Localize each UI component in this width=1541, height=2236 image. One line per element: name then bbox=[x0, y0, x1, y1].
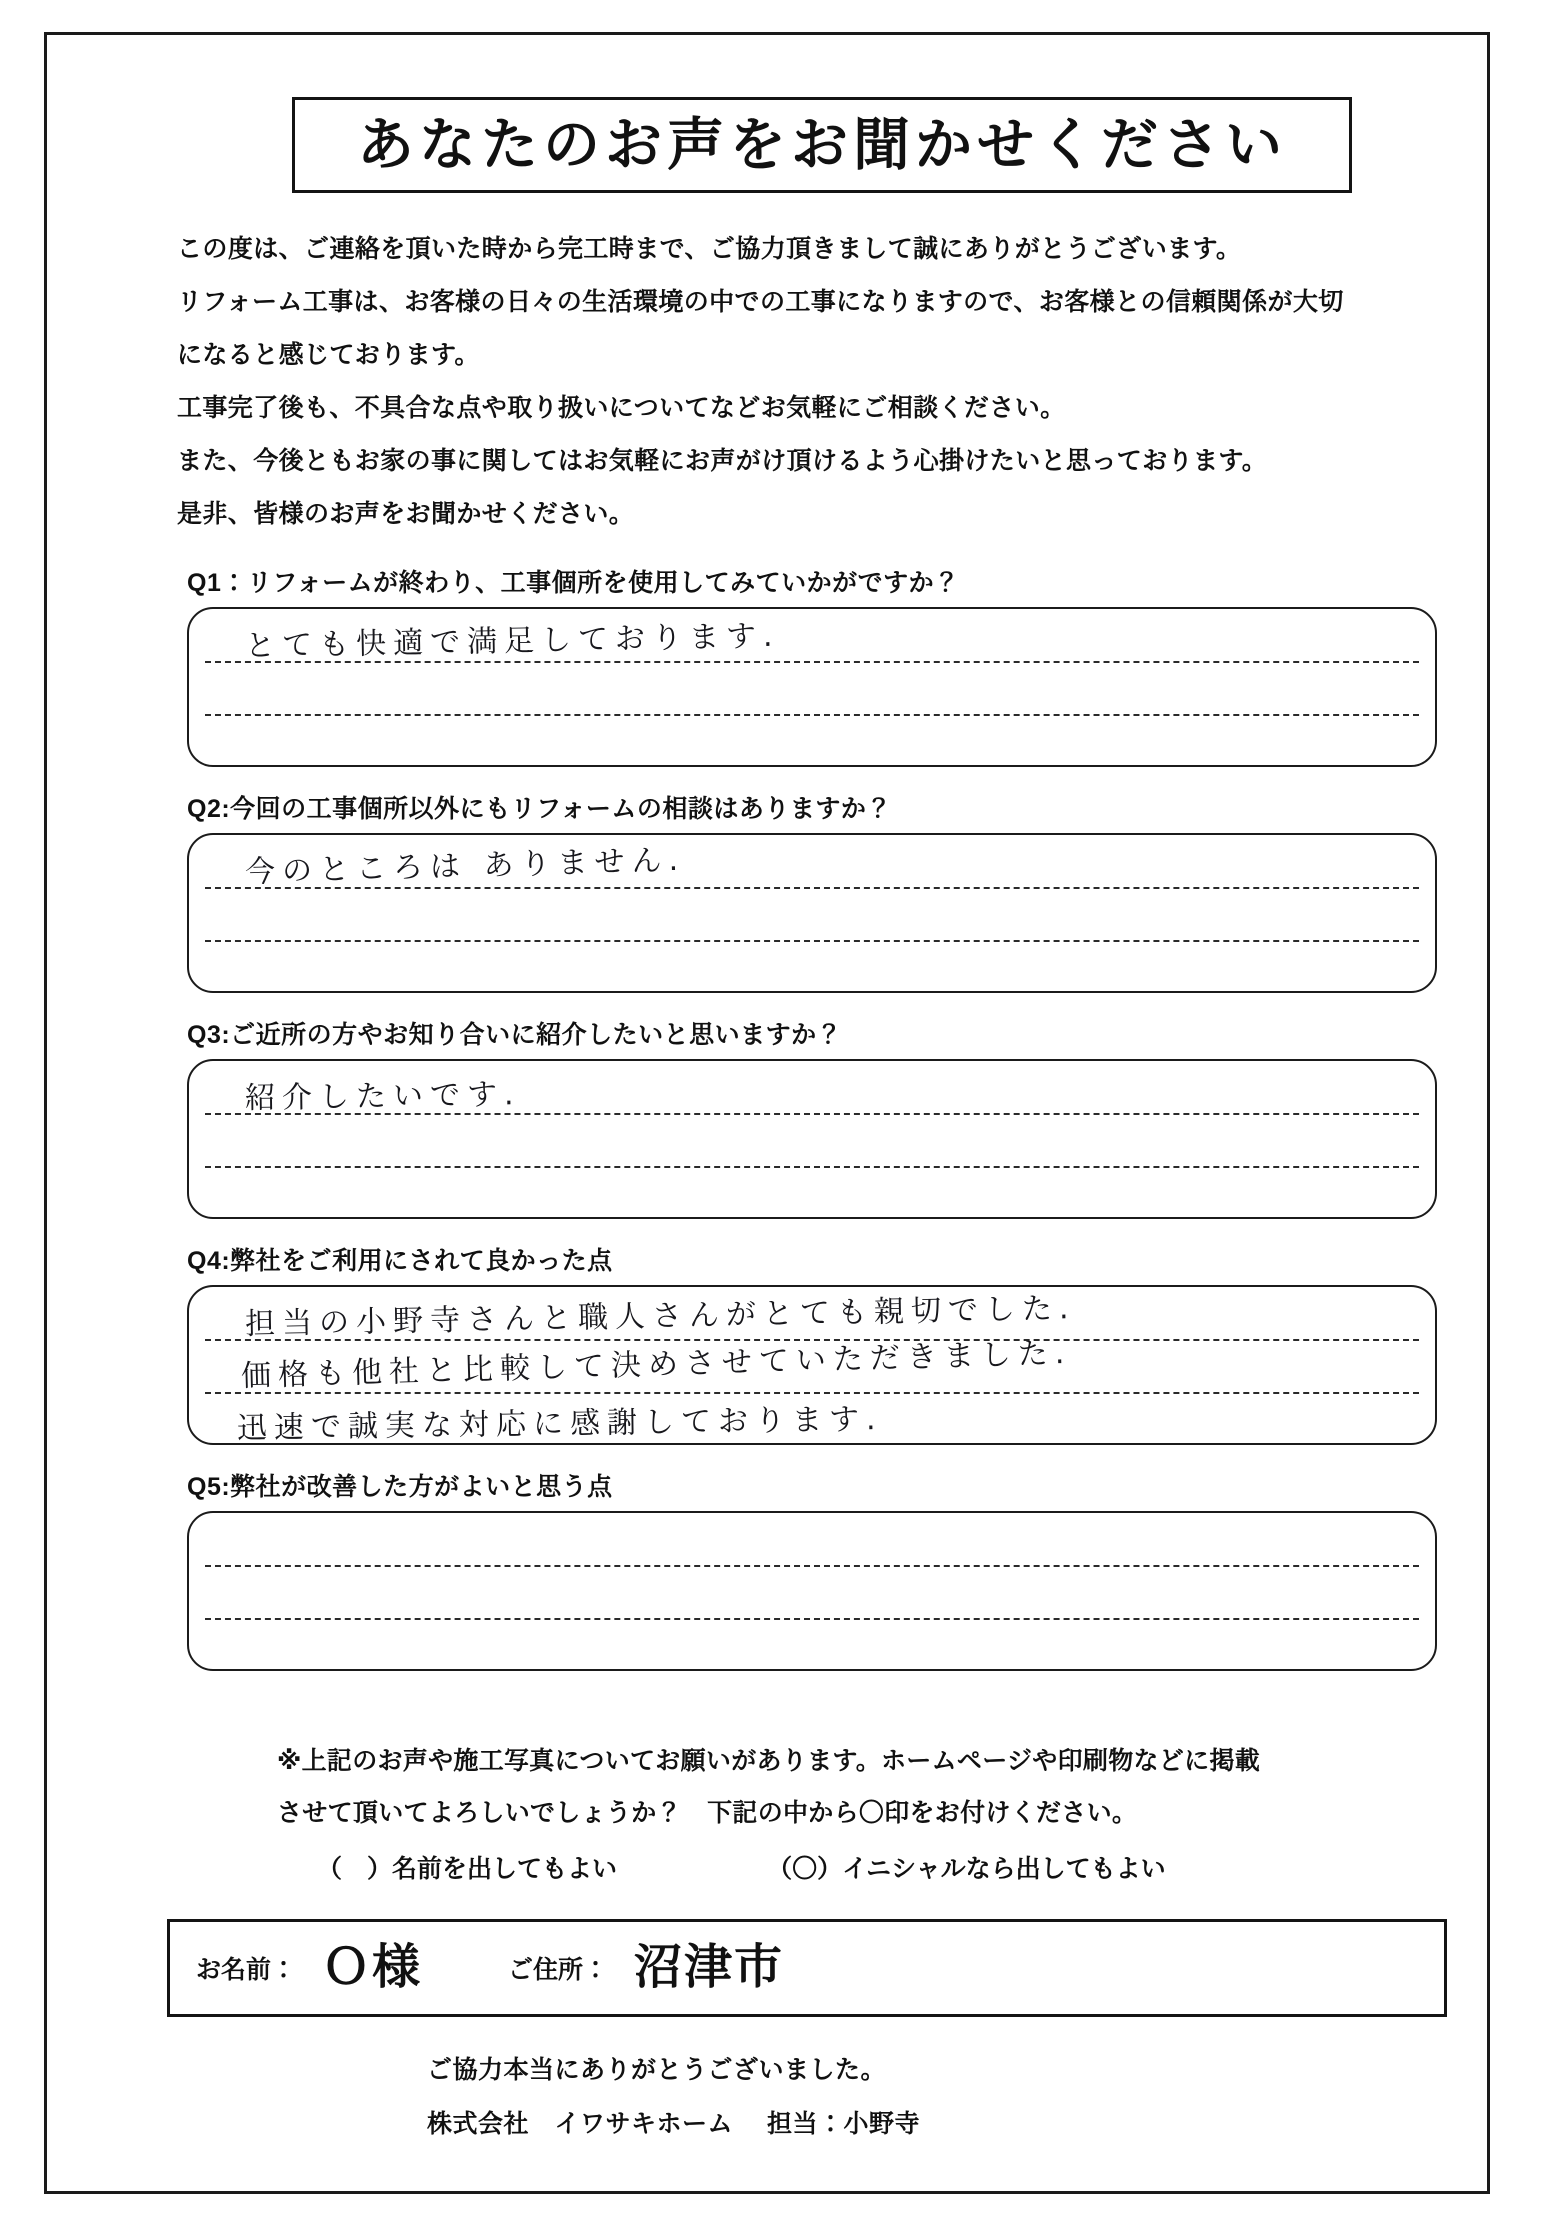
question-block-q3 bbox=[147, 1015, 1497, 1219]
option-initials-close-paren: ） bbox=[817, 1855, 843, 1883]
intro-line-4: 工事完了後も、不具合な点や取り扱いについてなどお気軽にご相談ください。 bbox=[177, 394, 1066, 422]
handwritten-answer-q4-line-3: 迅速で誠実な対応に感謝しております. bbox=[236, 1401, 883, 1446]
intro-line-5: また、今後ともお家の事に関してはお気軽にお声がけ頂けるよう心掛けたいと思っております。 bbox=[177, 447, 1268, 475]
option-name-label: 名前を出してもよい bbox=[392, 1855, 618, 1883]
answer-rule bbox=[205, 714, 1419, 716]
footer-thanks-text: ご協力本当にありがとうございました。 bbox=[427, 2056, 887, 2084]
answer-rule bbox=[205, 1565, 1419, 1567]
handwritten-answer-q4-line-1: 担当の小野寺さんと職人さんがとても親切でした. bbox=[244, 1291, 1076, 1342]
option-initials-selected-mark: 〇 bbox=[792, 1855, 818, 1883]
intro-line-3: になると感じております。 bbox=[177, 341, 480, 369]
permission-note-line-1: ※上記のお声や施工写真についてお願いがあります。ホームページや印刷物などに掲載 bbox=[277, 1747, 1261, 1775]
customer-name-label: お名前： bbox=[196, 1956, 297, 1984]
intro-line-1: この度は、ご連絡を頂いた時から完工時まで、ご協力頂きまして誠にありがとうございます。 bbox=[177, 235, 1242, 263]
question-block-q2 bbox=[147, 789, 1497, 993]
question-block-q4 bbox=[147, 1241, 1497, 1445]
answer-box-q4[interactable] bbox=[187, 1285, 1437, 1445]
answer-rule bbox=[205, 1392, 1419, 1394]
question-label-q1: Q1：リフォームが終わり、工事個所を使用してみていかがですか？ bbox=[187, 569, 960, 597]
handwritten-answer-q4-line-2: 価格も他社と比較して決めさせていただきました. bbox=[240, 1335, 1072, 1394]
option-initials-label: イニシャルなら出してもよい bbox=[842, 1855, 1166, 1883]
question-block-q5 bbox=[147, 1467, 1497, 1671]
publication-permission-note bbox=[147, 1735, 1497, 1885]
answer-box-q5[interactable] bbox=[187, 1511, 1437, 1671]
answer-rule bbox=[205, 1166, 1419, 1168]
question-label-q3: Q3:ご近所の方やお知り合いに紹介したいと思いますか？ bbox=[187, 1021, 843, 1049]
footer-company-name: 株式会社 イワサキホーム bbox=[427, 2110, 734, 2138]
footer-company-row bbox=[427, 2097, 1497, 2151]
permission-note-line-2: させて頂いてよろしいでしょうか？ 下記の中から〇印をお付けください。 bbox=[277, 1799, 1138, 1827]
document-footer bbox=[147, 2043, 1497, 2151]
answer-box-q3[interactable] bbox=[187, 1059, 1437, 1219]
option-initials-open-paren: （ bbox=[767, 1855, 793, 1883]
question-label-q2: Q2:今回の工事個所以外にもリフォームの相談はありますか？ bbox=[187, 795, 892, 823]
intro-line-2: リフォーム工事は、お客様の日々の生活環境の中での工事になりますので、お客様との信頼関係が大切 bbox=[177, 288, 1344, 316]
handwritten-answer-q1-line-1: とても快適で満足しております. bbox=[244, 618, 780, 664]
answer-rule bbox=[205, 887, 1419, 889]
customer-address-value: 沼津市 bbox=[634, 1941, 785, 1994]
customer-address-label: ご住所： bbox=[508, 1956, 609, 1984]
intro-paragraph bbox=[147, 223, 1497, 541]
option-name-close-paren: ） bbox=[367, 1855, 393, 1883]
answer-box-q1[interactable] bbox=[187, 607, 1437, 767]
document-content bbox=[147, 75, 1497, 2151]
intro-line-6: 是非、皆様のお声をお聞かせください。 bbox=[177, 500, 635, 528]
permission-options-row bbox=[277, 1849, 1497, 1885]
option-name-mark bbox=[342, 1849, 367, 1885]
handwritten-answer-q2-line-1: 今のところは ありません. bbox=[244, 842, 686, 890]
question-label-q5: Q5:弊社が改善した方がよいと思う点 bbox=[187, 1473, 613, 1501]
answer-rule bbox=[205, 940, 1419, 942]
option-initials-checkbox[interactable] bbox=[767, 1849, 842, 1885]
answer-box-q2[interactable] bbox=[187, 833, 1437, 993]
handwritten-answer-q3-line-1: 紹介したいです. bbox=[244, 1077, 521, 1116]
customer-info-box bbox=[167, 1919, 1447, 2017]
customer-name-value: Ｏ様 bbox=[322, 1941, 423, 1994]
document-page-frame bbox=[44, 32, 1490, 2194]
option-name-open-paren: （ bbox=[317, 1855, 343, 1883]
option-name-checkbox[interactable] bbox=[317, 1849, 392, 1885]
question-label-q4: Q4:弊社をご利用にされて良かった点 bbox=[187, 1247, 613, 1275]
question-block-q1 bbox=[147, 563, 1497, 767]
page-title-box bbox=[292, 97, 1352, 193]
footer-staff-name: 担当：小野寺 bbox=[767, 2110, 921, 2138]
answer-rule bbox=[205, 1618, 1419, 1620]
page-title: あなたのお声をお聞かせください bbox=[357, 112, 1287, 177]
